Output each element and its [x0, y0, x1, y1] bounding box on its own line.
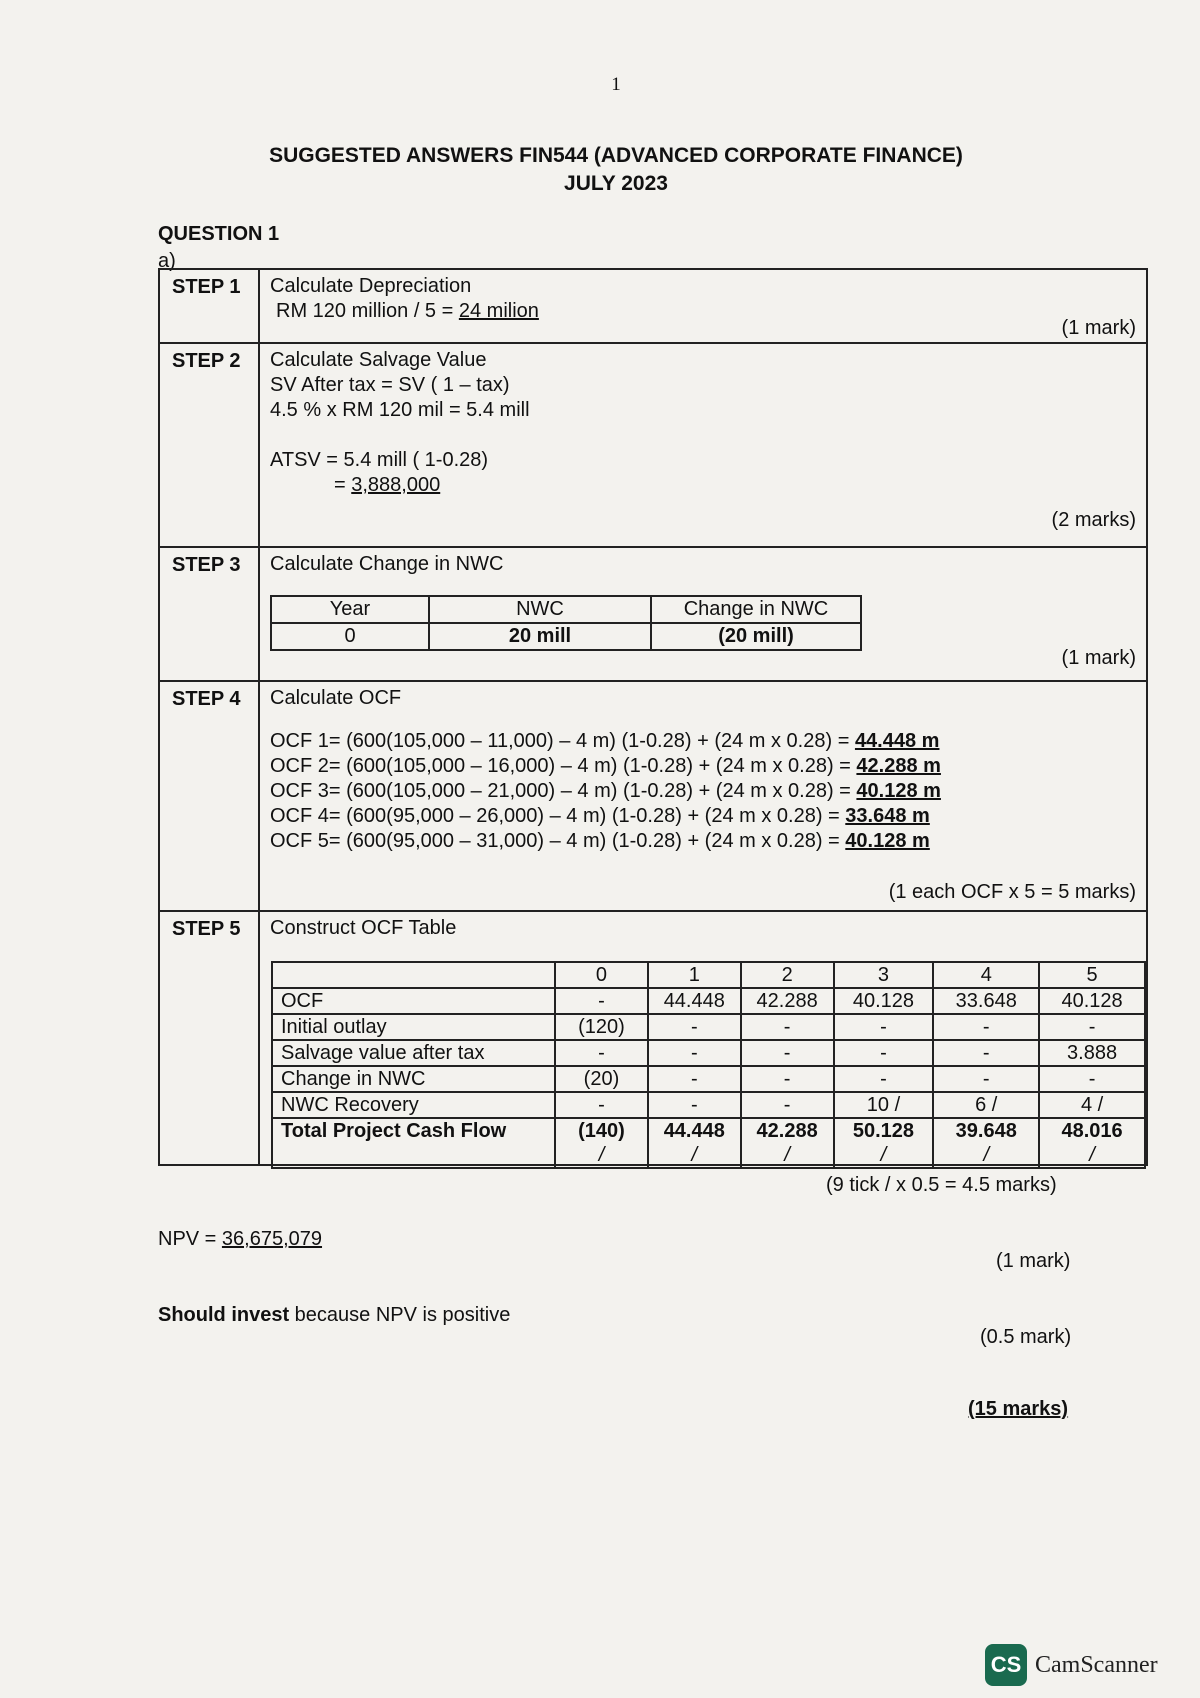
- cf-cell: -: [834, 1014, 934, 1040]
- step-5-heading: Construct OCF Table: [270, 917, 457, 939]
- cf-header-year-4: 4: [933, 962, 1039, 988]
- decision-rest: because NPV is positive: [289, 1304, 511, 1326]
- decision-bold: Should invest: [158, 1304, 290, 1326]
- cf-cell: (20): [555, 1066, 648, 1092]
- step-2-value: 3,888,000: [351, 474, 441, 496]
- cf-label: OCF: [272, 988, 555, 1014]
- cf-row-nwc-recovery: [272, 1092, 1145, 1118]
- step-4-body: [260, 682, 1146, 910]
- cf-cell: -: [648, 1014, 741, 1040]
- cf-label: Change in NWC: [272, 1066, 555, 1092]
- cf-cell: -: [834, 1040, 934, 1066]
- cf-cell: -: [648, 1066, 741, 1092]
- npv-value: 36,675,079: [221, 1228, 323, 1250]
- cf-cell: -: [933, 1040, 1039, 1066]
- step-5-row: [160, 912, 1146, 1164]
- nwc-change: (20 mill): [651, 623, 861, 650]
- step-5-label: STEP 5: [160, 912, 260, 1164]
- cf-cell: -: [834, 1066, 934, 1092]
- ocf-4-expr: OCF 4= (600(95,000 – 26,000) – 4 m) (1-0.28) + (24 m x 0.28) =: [270, 805, 846, 827]
- step-2-heading: Calculate Salvage Value: [270, 349, 487, 371]
- step-3-row: [160, 548, 1146, 682]
- step-3-label: STEP 3: [160, 548, 260, 680]
- cf-total-value: 48.016: [1061, 1120, 1123, 1142]
- cf-cell: -: [741, 1014, 834, 1040]
- step-2-eq: =: [334, 474, 352, 496]
- npv-label: NPV =: [158, 1228, 222, 1250]
- ocf-line-4: [270, 804, 1136, 829]
- cf-total-cell: [933, 1118, 1039, 1168]
- cf-cell: -: [555, 1040, 648, 1066]
- step-2-marks: (2 marks): [1051, 509, 1136, 531]
- cf-cell: -: [741, 1066, 834, 1092]
- cf-header-year-1: 1: [648, 962, 741, 988]
- cf-label: NWC Recovery: [272, 1092, 555, 1118]
- cf-cell: -: [741, 1040, 834, 1066]
- step-2-label: STEP 2: [160, 344, 260, 546]
- ocf-line-2: [270, 754, 1136, 779]
- ocf-5-expr: OCF 5= (600(95,000 – 31,000) – 4 m) (1-0.28) + (24 m x 0.28) =: [270, 830, 846, 852]
- ocf-line-1: [270, 729, 1136, 754]
- decision-marks: (0.5 mark): [980, 1326, 1072, 1348]
- npv-marks: (1 mark): [996, 1250, 1071, 1272]
- nwc-header-nwc: NWC: [429, 596, 651, 623]
- cf-cell: -: [933, 1014, 1039, 1040]
- cf-row-salvage: [272, 1040, 1145, 1066]
- ocf-line-5: [270, 829, 1136, 854]
- nwc-header-change: Change in NWC: [651, 596, 861, 623]
- cf-row-total: [272, 1118, 1145, 1168]
- cf-cell: -: [648, 1040, 741, 1066]
- cf-total-cell: [741, 1118, 834, 1168]
- cf-cell: -: [1039, 1066, 1145, 1092]
- step-2-body: [260, 344, 1146, 546]
- ocf-2-expr: OCF 2= (600(105,000 – 16,000) – 4 m) (1-0.28) + (24 m x 0.28) =: [270, 755, 857, 777]
- cash-flow-table: [271, 961, 1146, 1169]
- step-1-expr: RM 120 million / 5 =: [276, 300, 459, 322]
- cf-cell: -: [741, 1092, 834, 1118]
- tick-mark: /: [784, 1144, 790, 1166]
- cf-cell: 6 /: [933, 1092, 1039, 1118]
- nwc-data-row: [271, 623, 861, 650]
- decision-line: [158, 1304, 510, 1327]
- ocf-4-value: 33.648 m: [845, 805, 930, 827]
- camscanner-name: CamScanner: [1035, 1651, 1158, 1678]
- step-3-heading: Calculate Change in NWC: [270, 553, 504, 575]
- tick-mark: /: [1089, 1144, 1095, 1166]
- ocf-1-value: 44.448 m: [854, 730, 940, 752]
- ocf-3-value: 40.128 m: [856, 780, 941, 802]
- part-label: a): [158, 250, 176, 272]
- camscanner-logo-icon: CS: [985, 1644, 1027, 1686]
- step-2-line-3: ATSV = 5.4 mill ( 1-0.28): [270, 449, 489, 471]
- question-heading: QUESTION 1: [158, 223, 280, 245]
- nwc-value: 20 mill: [429, 623, 651, 650]
- cf-cell: 42.288: [741, 988, 834, 1014]
- cf-row-change-nwc: [272, 1066, 1145, 1092]
- step-1-value: 24 milion: [458, 300, 539, 322]
- cf-header-blank: [272, 962, 555, 988]
- cf-cell: 3.888: [1039, 1040, 1145, 1066]
- cf-cell: 44.448: [648, 988, 741, 1014]
- ocf-calculations: [270, 729, 1136, 854]
- step-4-row: [160, 682, 1146, 912]
- step-2-line-2: 4.5 % x RM 120 mil = 5.4 mill: [270, 399, 530, 421]
- tick-mark: /: [691, 1144, 698, 1166]
- step-1-label: STEP 1: [160, 270, 260, 342]
- step-2-row: [160, 344, 1146, 548]
- ocf-3-expr: OCF 3= (600(105,000 – 21,000) – 4 m) (1-0.28) + (24 m x 0.28) =: [270, 780, 857, 802]
- step-4-label: STEP 4: [160, 682, 260, 910]
- cf-total-cell: [648, 1118, 741, 1168]
- step-1-line: [270, 299, 1136, 324]
- steps-table: [158, 268, 1148, 1166]
- cf-cell: -: [1039, 1014, 1145, 1040]
- cf-total-cell: [1039, 1118, 1145, 1168]
- cf-cell: -: [555, 988, 648, 1014]
- nwc-header-row: [271, 596, 861, 623]
- cf-cell: 10 /: [834, 1092, 934, 1118]
- step-4-heading: Calculate OCF: [270, 687, 402, 709]
- step-1-body: [260, 270, 1146, 342]
- cf-cell: 40.128: [1039, 988, 1145, 1014]
- cf-header-row: [272, 962, 1145, 988]
- document-title: [0, 142, 1200, 198]
- cf-cell: 33.648: [933, 988, 1039, 1014]
- cf-cell: 40.128: [834, 988, 934, 1014]
- camscanner-watermark: [985, 1644, 1158, 1686]
- ocf-2-value: 42.288 m: [856, 755, 941, 777]
- step-1-marks: (1 mark): [1061, 317, 1136, 339]
- tick-mark: /: [598, 1144, 605, 1166]
- cf-total-value: 42.288: [756, 1120, 818, 1142]
- cf-total-cell: [834, 1118, 934, 1168]
- cf-total-cell: [555, 1118, 648, 1168]
- nwc-header-year: Year: [271, 596, 429, 623]
- title-line-1: SUGGESTED ANSWERS FIN544 (ADVANCED CORPORATE FINANCE): [269, 144, 963, 167]
- step-2-line-4: [270, 473, 1136, 498]
- nwc-year: 0: [271, 623, 429, 650]
- cf-cell: (120): [555, 1014, 648, 1040]
- cf-label: Initial outlay: [272, 1014, 555, 1040]
- step-5-body: [260, 912, 1146, 1164]
- cf-label: Salvage value after tax: [272, 1040, 555, 1066]
- cf-header-year-5: 5: [1039, 962, 1145, 988]
- step-4-marks: (1 each OCF x 5 = 5 marks): [888, 881, 1136, 903]
- npv-line: [158, 1228, 322, 1251]
- step-3-marks: (1 mark): [1061, 647, 1136, 669]
- ocf-line-3: [270, 779, 1136, 804]
- ocf-1-expr: OCF 1= (600(105,000 – 11,000) – 4 m) (1-0.28) + (24 m x 0.28) =: [270, 730, 855, 752]
- total-marks: (15 marks): [968, 1398, 1069, 1420]
- step-5-marks: (9 tick / x 0.5 = 4.5 marks): [826, 1174, 1057, 1196]
- cf-row-initial-outlay: [272, 1014, 1145, 1040]
- cf-cell: 4 /: [1039, 1092, 1145, 1118]
- tick-mark: /: [983, 1144, 990, 1166]
- step-1-row: [160, 270, 1146, 344]
- tick-mark: /: [880, 1144, 887, 1166]
- cf-header-year-3: 3: [834, 962, 934, 988]
- cf-total-value: 39.648: [955, 1120, 1017, 1142]
- cf-total-value: 44.448: [663, 1120, 725, 1142]
- ocf-5-value: 40.128 m: [845, 830, 930, 852]
- page-number: 1: [611, 74, 621, 95]
- title-line-2: JULY 2023: [564, 172, 668, 195]
- cf-total-value: 50.128: [852, 1120, 915, 1142]
- cf-row-ocf: [272, 988, 1145, 1014]
- cf-cell: -: [648, 1092, 741, 1118]
- nwc-table: [270, 595, 862, 651]
- cf-cell: -: [555, 1092, 648, 1118]
- cf-total-value: (140): [578, 1120, 625, 1142]
- step-1-heading: Calculate Depreciation: [270, 275, 472, 297]
- cf-header-year-2: 2: [741, 962, 834, 988]
- cf-cell: -: [933, 1066, 1039, 1092]
- step-2-line-1: SV After tax = SV ( 1 – tax): [270, 374, 510, 396]
- cf-total-label: Total Project Cash Flow: [272, 1118, 555, 1168]
- step-3-body: [260, 548, 1146, 680]
- cf-header-year-0: 0: [555, 962, 648, 988]
